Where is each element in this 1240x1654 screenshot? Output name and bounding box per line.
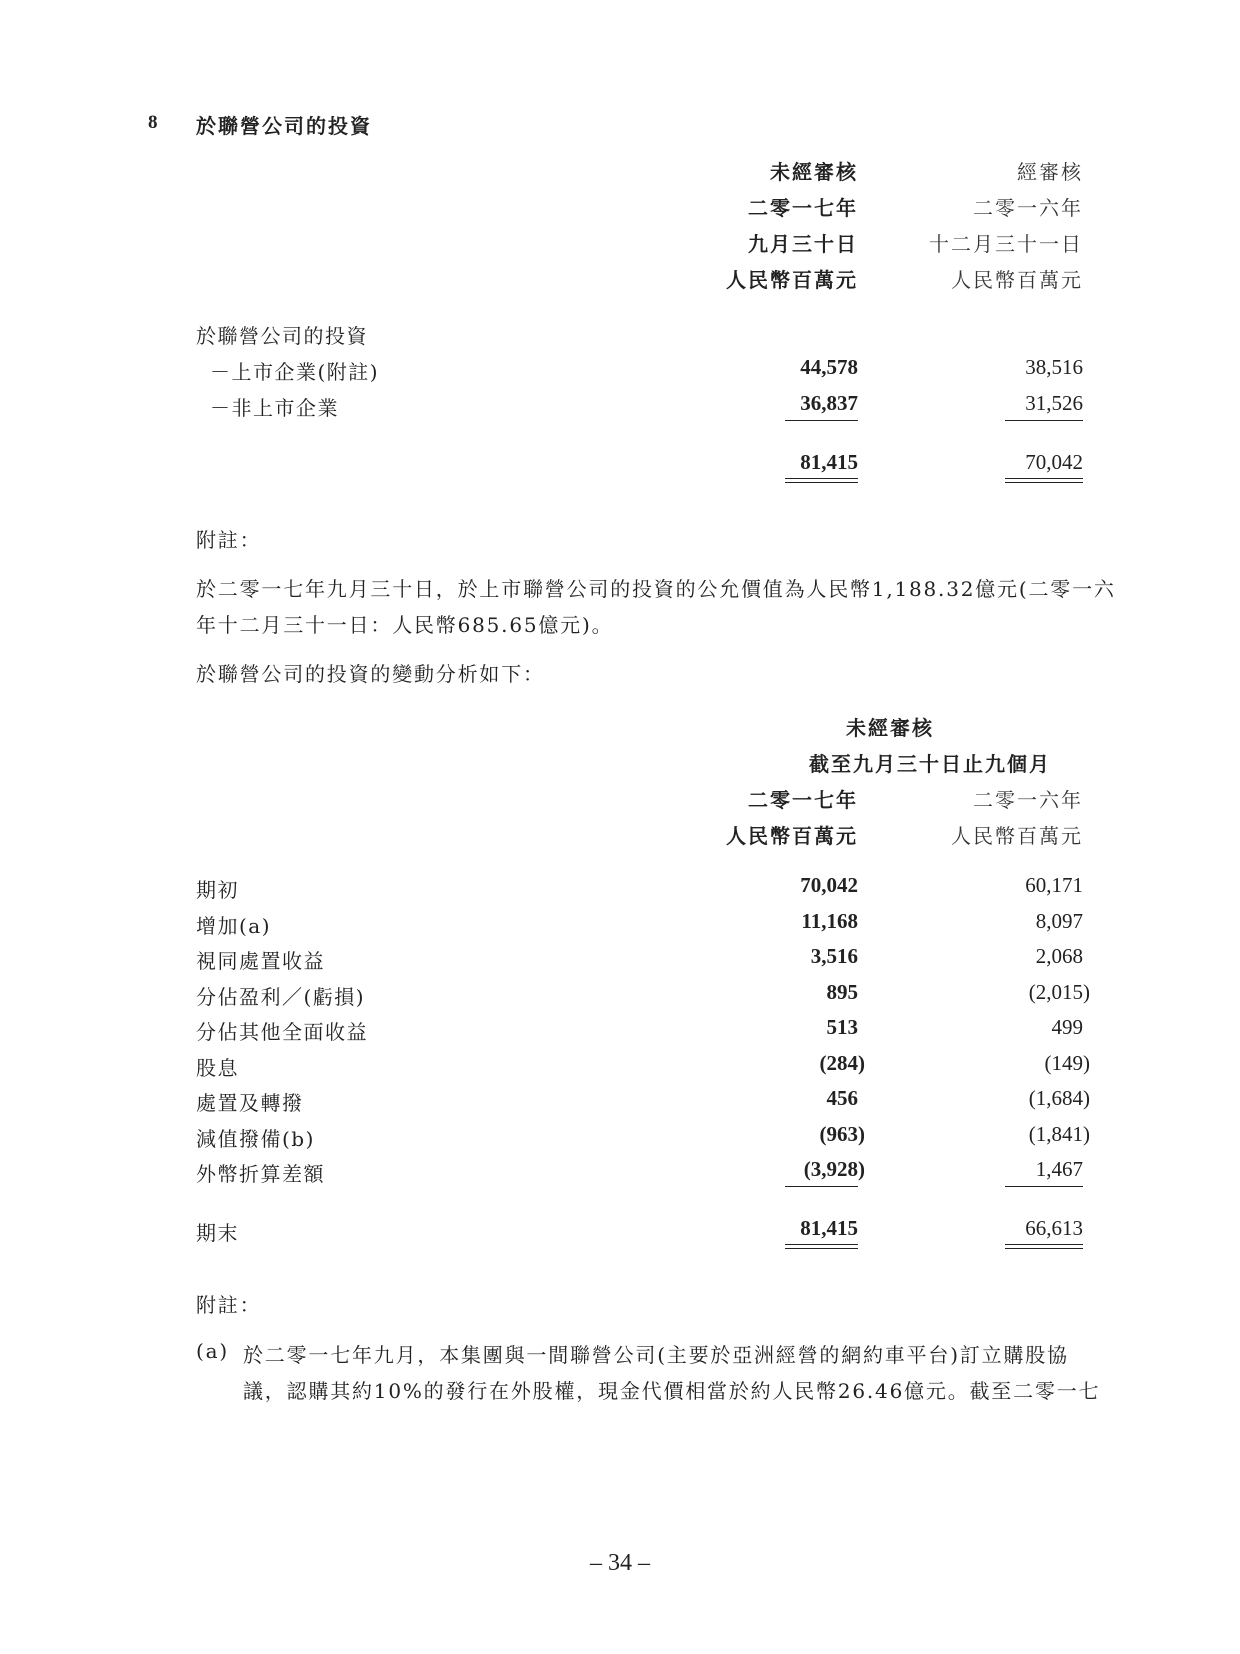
t1-subtotal-rule-current xyxy=(785,420,858,421)
table2-intro: 於聯營公司的投資的變動分析如下： xyxy=(196,662,545,686)
t2-row-label: 增加(a) xyxy=(196,914,272,938)
page-number: – 34 – xyxy=(590,1550,650,1576)
t2-row-current: 895 xyxy=(826,980,858,1004)
t2-row-label: 期初 xyxy=(196,878,239,902)
t2-total-rule-previous-2 xyxy=(1005,1248,1083,1249)
t1-row-label: －非上市企業 xyxy=(210,396,339,420)
t2-row-current: 11,168 xyxy=(801,909,858,933)
t2-header-current-1: 人民幣百萬元 xyxy=(726,824,858,848)
t1-row-current: 36,837 xyxy=(800,391,858,415)
t1-header-current-2: 九月三十日 xyxy=(748,232,858,256)
t2-row-previous: (1,841) xyxy=(1028,1122,1090,1146)
note1-line: 年十二月三十一日：人民幣685.65億元)。 xyxy=(196,613,614,637)
t2-row-previous: 499 xyxy=(1051,1015,1083,1039)
t2-total-previous: 66,613 xyxy=(1025,1216,1083,1240)
note1-heading: 附註： xyxy=(196,528,262,552)
t2-row-label: 處置及轉撥 xyxy=(196,1091,304,1115)
t1-group-label: 於聯營公司的投資 xyxy=(196,324,368,348)
t1-total-previous: 70,042 xyxy=(1025,450,1083,474)
t1-total-rule-previous xyxy=(1005,478,1083,479)
t2-row-previous: 8,097 xyxy=(1035,909,1083,933)
t1-header-previous-1: 二零一六年 xyxy=(973,196,1083,220)
t1-row-label: －上市企業(附註) xyxy=(210,360,380,384)
t2-row-current: (3,928) xyxy=(803,1157,865,1181)
t2-row-previous: (149) xyxy=(1044,1051,1090,1075)
t2-row-previous: 60,171 xyxy=(1025,873,1083,897)
t1-header-current-3: 人民幣百萬元 xyxy=(726,268,858,292)
t1-header-previous-3: 人民幣百萬元 xyxy=(951,268,1083,292)
note2-item-a-line: 於二零一七年九月，本集團與一間聯營公司(主要於亞洲經營的網約車平台)訂立購股協 xyxy=(243,1343,1069,1367)
t2-row-current: 70,042 xyxy=(800,873,858,897)
section-title: 於聯營公司的投資 xyxy=(196,114,372,138)
t2-row-current: 3,516 xyxy=(810,944,858,968)
t1-total-rule-previous-2 xyxy=(1005,482,1083,483)
t2-total-rule-previous xyxy=(1005,1244,1083,1245)
t2-row-label: 減值撥備(b) xyxy=(196,1127,315,1151)
t2-subtotal-rule-current xyxy=(785,1186,858,1187)
t1-row-current: 44,578 xyxy=(800,355,858,379)
section-number: 8 xyxy=(148,112,158,133)
t2-total-rule-current xyxy=(785,1244,858,1245)
note2-item-a-marker: (a) xyxy=(196,1339,229,1363)
t2-row-label: 分佔盈利／(虧損) xyxy=(196,985,366,1009)
t2-total-label: 期末 xyxy=(196,1221,239,1245)
t1-header-previous-2: 十二月三十一日 xyxy=(929,232,1083,256)
t2-row-label: 視同處置收益 xyxy=(196,949,325,973)
t1-row-previous: 31,526 xyxy=(1025,391,1083,415)
t1-header-previous-0: 經審核 xyxy=(1017,160,1083,184)
t2-total-current: 81,415 xyxy=(800,1216,858,1240)
t2-header-previous-1: 人民幣百萬元 xyxy=(951,824,1083,848)
t1-total-rule-current xyxy=(785,478,858,479)
note2-heading: 附註： xyxy=(196,1293,262,1317)
t2-header-span-0: 未經審核 xyxy=(846,716,934,740)
t2-header-current-0: 二零一七年 xyxy=(748,788,858,812)
t2-row-previous: (2,015) xyxy=(1028,980,1090,1004)
t2-row-current: (963) xyxy=(819,1122,865,1146)
t2-subtotal-rule-previous xyxy=(1005,1186,1083,1187)
note1-line: 於二零一七年九月三十日，於上市聯營公司的投資的公允價值為人民幣1,188.32億元(二零一六 xyxy=(196,577,1116,601)
t2-row-current: 513 xyxy=(826,1015,858,1039)
note2-item-a-line: 議，認購其約10%的發行在外股權，現金代價相當於約人民幣26.46億元。截至二零一七 xyxy=(243,1379,1101,1403)
t1-row-previous: 38,516 xyxy=(1025,355,1083,379)
t1-total-rule-current-2 xyxy=(785,482,858,483)
t1-subtotal-rule-previous xyxy=(1005,420,1083,421)
t1-header-current-1: 二零一七年 xyxy=(748,196,858,220)
t2-header-span-1: 截至九月三十日止九個月 xyxy=(809,752,1051,776)
t1-header-current-0: 未經審核 xyxy=(770,160,858,184)
t1-total-current: 81,415 xyxy=(800,450,858,474)
t2-row-previous: 2,068 xyxy=(1035,944,1083,968)
t2-row-label: 外幣折算差額 xyxy=(196,1162,325,1186)
t2-row-previous: 1,467 xyxy=(1035,1157,1083,1181)
t2-row-previous: (1,684) xyxy=(1028,1086,1090,1110)
t2-row-label: 股息 xyxy=(196,1056,239,1080)
t2-total-rule-current-2 xyxy=(785,1248,858,1249)
t2-row-current: (284) xyxy=(819,1051,865,1075)
t2-row-label: 分佔其他全面收益 xyxy=(196,1020,368,1044)
t2-row-current: 456 xyxy=(826,1086,858,1110)
t2-header-previous-0: 二零一六年 xyxy=(973,788,1083,812)
